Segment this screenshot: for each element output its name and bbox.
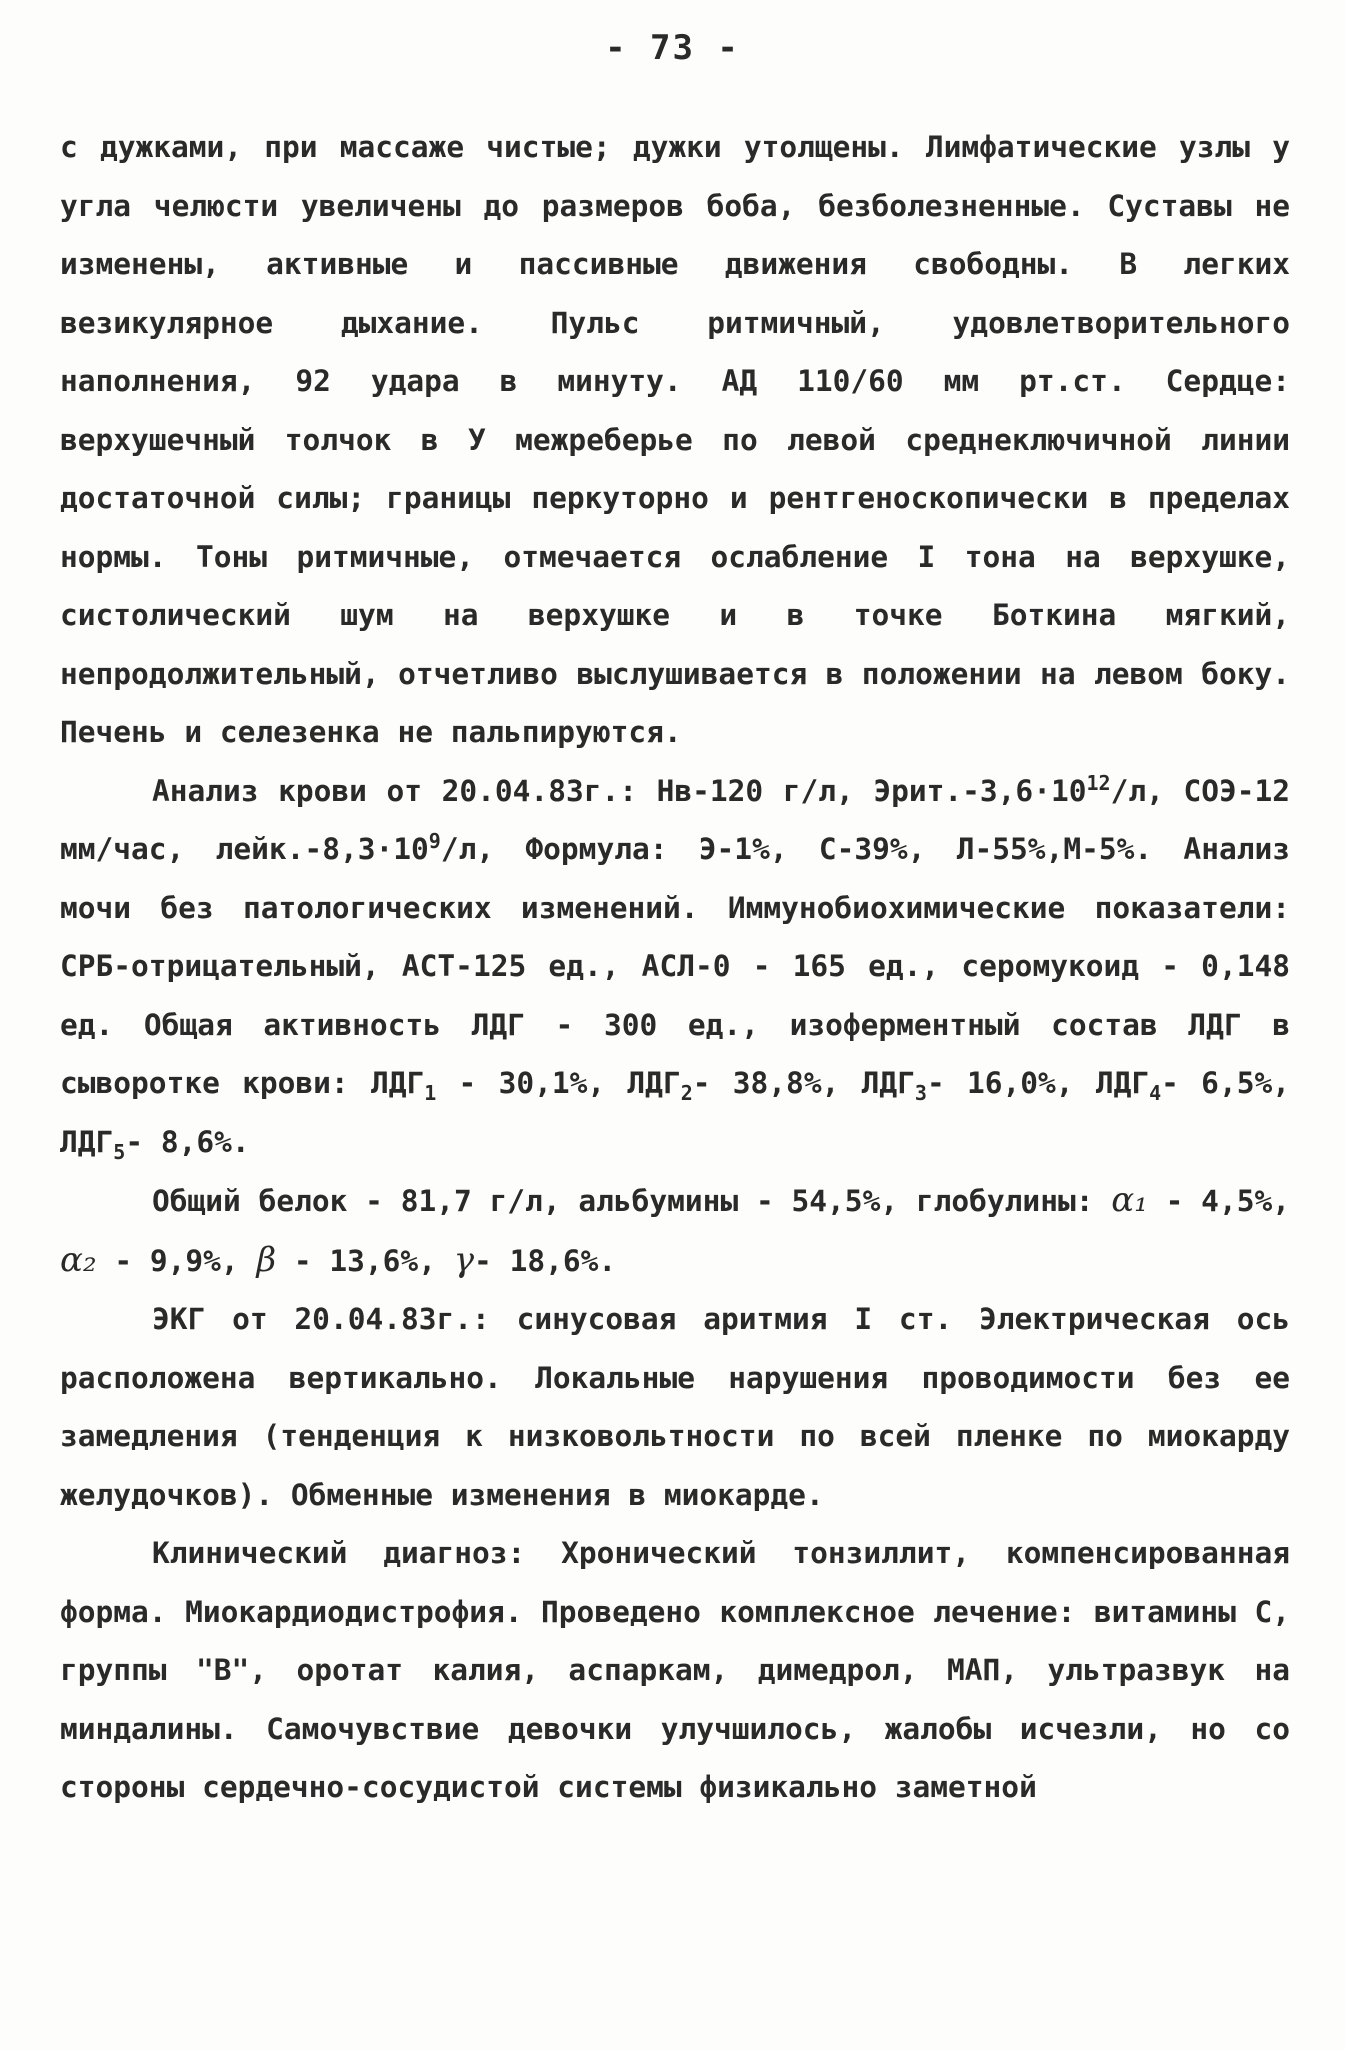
ldg2-value: - 38,8%, ЛДГ: [692, 1066, 915, 1100]
beta-symbol: β: [256, 1239, 277, 1280]
protein-text: Общий белок - 81,7 г/л, альбумины - 54,5%, глобулины:: [152, 1184, 1112, 1218]
alpha2-symbol: α₂: [60, 1239, 97, 1280]
ldg3-subscript: 3: [914, 1080, 927, 1105]
alpha1-symbol: α₁: [1111, 1180, 1148, 1220]
erythrocyte-exponent: 12: [1086, 770, 1111, 795]
ldg4-subscript: 4: [1149, 1080, 1162, 1105]
page-number: - 73 -: [605, 28, 740, 68]
ldg1-subscript: 1: [424, 1080, 437, 1105]
ldg5-subscript: 5: [113, 1139, 126, 1164]
blood-test-text-2: /л, СОЭ-12 мм/час, лейк.-8,3·10: [60, 773, 1291, 866]
ldg5-value: - 8,6%.: [125, 1124, 250, 1159]
alpha2-value: - 9,9%,: [96, 1243, 257, 1278]
gamma-symbol: γ: [453, 1239, 475, 1280]
blood-test-text: Анализ крови от 20.04.83г.: Нв-120 г/л, Эрит.-3,6·10: [152, 773, 1087, 808]
alpha1-value: - 4,5%,: [1147, 1184, 1290, 1218]
paragraph-ecg: ЭКГ от 20.04.83г.: синусовая аритмия I ст. Электрическая ось расположена вертикально. Локальные нарушения проводимости без ее замедления (тенденция к низковольтности по всей пленке по миокарду желудочков). Обменные изменения в миокарде.: [60, 1302, 1290, 1512]
paragraph-lab-results: [60, 762, 1290, 1172]
ldg4-value: - 6,5%, ЛДГ: [60, 1066, 1290, 1159]
beta-value: - 13,6%,: [276, 1243, 454, 1278]
ldg3-value: - 16,0%, ЛДГ: [926, 1066, 1150, 1100]
leukocyte-exponent: 9: [428, 829, 441, 854]
document-body: [60, 118, 1290, 1817]
paragraph-exam-findings: с дужками, при массаже чистые; дужки утолщены. Лимфатические узлы у угла челюсти увеличены до размеров боба, безболезненные. Суставы не изменены, активные и пассивные движения свободны. В легких везикулярное дыхание. Пульс ритмичный, удовлетворительного наполнения, 92 удара в минуту. АД 110/60 мм рт.ст. Сердце: верхушечный толчок в У межреберье по левой среднеключичной линии достаточной силы; границы перкуторно и рентгеноскопически в пределах нормы. Тоны ритмичные, отмечается ослабление I тона на верхушке, систолический шум на верхушке и в точке Боткина мягкий, непродолжительный, отчетливо выслушивается в положении на левом боку. Печень и селезенка не пальпируются.: [60, 130, 1290, 749]
ldg1-value: - 30,1%, ЛДГ: [436, 1066, 681, 1100]
paragraph-protein: [60, 1171, 1290, 1290]
paragraph-diagnosis: Клинический диагноз: Хронический тонзиллит, компенсированная форма. Миокардиодистрофия. Проведено комплексное лечение: витамины С, группы "В", оротат калия, аспаркам, димедрол, МАП, ультразвук на миндалины. Самочувствие девочки улучшилось, жалобы исчезли, но со стороны сердечно-сосудистой системы физикально заметной: [60, 1536, 1290, 1804]
ldg2-subscript: 2: [680, 1080, 693, 1105]
gamma-value: - 18,6%.: [474, 1243, 617, 1278]
blood-test-text-3: /л, Формула: Э-1%, С-39%, Л-55%,М-5%. Анализ мочи без патологических изменений. Иммунобиохимические показатели: СРБ-отрицательный, АСТ-125 ед., АСЛ-0 - 165 ед., серомукоид - 0,148 ед. Общая активность ЛДГ - 300 ед., изоферментный состав ЛДГ в сыворотке крови: ЛДГ: [60, 832, 1290, 1100]
